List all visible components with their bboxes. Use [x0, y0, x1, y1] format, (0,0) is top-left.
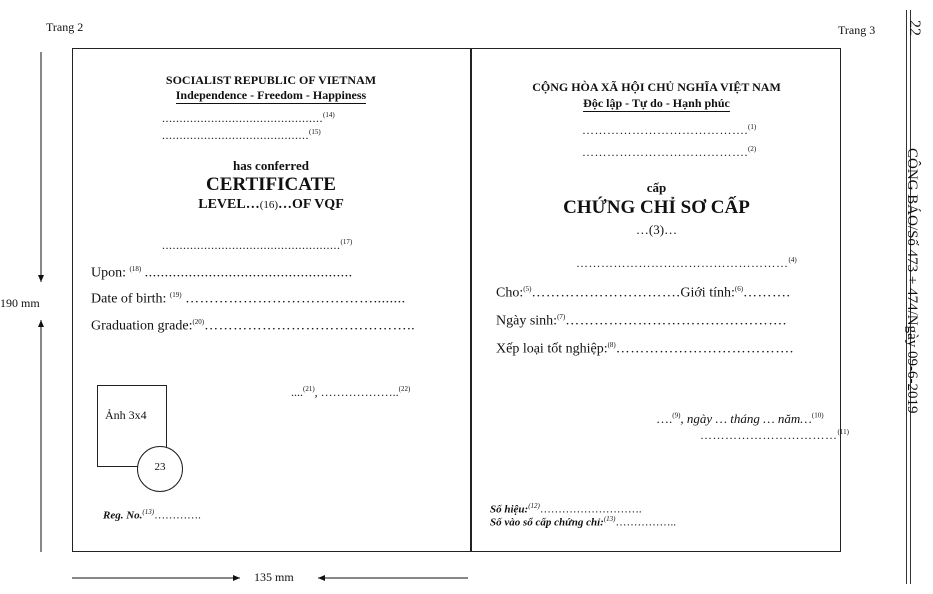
ref-10: (10) [811, 411, 824, 420]
left-line-15 [162, 128, 321, 143]
cho-label: Cho: [496, 285, 524, 301]
grade-field-en [91, 318, 415, 335]
signature-line [700, 428, 849, 443]
dob-label: Ngày sinh: [496, 313, 558, 329]
ref-15: (15) [309, 128, 321, 136]
recipient-field [496, 285, 791, 302]
ref-13: (13) [142, 508, 155, 516]
date-text: , ngày … tháng … năm… [680, 411, 812, 426]
level-prefix: LEVEL… [198, 197, 260, 212]
serial-label: Số hiệu: [490, 503, 529, 516]
dots: ................................................... [162, 238, 341, 252]
ref-9: (9) [672, 411, 681, 420]
reg-label: Reg. No. [103, 509, 143, 522]
dob-field-vi [496, 313, 787, 330]
dob-field-en [91, 291, 406, 308]
left-motto [72, 88, 470, 103]
page-label-left: Trang 2 [46, 20, 84, 34]
grade-dots: …………………………………….. [204, 318, 416, 334]
right-motto-text: Độc lập - Tự do - Hạnh phúc [583, 96, 730, 110]
grade-dots: ………………………………. [615, 341, 794, 357]
left-line-14 [162, 111, 335, 126]
grade-label: Graduation grade: [91, 318, 193, 334]
stamp-number: 23 [154, 461, 166, 473]
ref-18: (18) [129, 265, 142, 273]
ref-6: (6) [734, 285, 744, 293]
page-number-vertical: 22 [906, 20, 923, 36]
date-dots: , ……………….. [314, 385, 399, 399]
ref-20: (20) [192, 318, 205, 326]
dob-dots: ………………………………………. [565, 313, 787, 329]
left-line-17 [162, 238, 352, 253]
left-country-name: SOCIALIST REPUBLIC OF VIETNAM [165, 73, 377, 87]
right-country-name: CỘNG HÒA XÃ HỘI CHỦ NGHĨA VIỆT NAM [532, 80, 781, 94]
left-motto-text: Independence - Freedom - Happiness [175, 88, 367, 102]
dob-label: Date of birth: [91, 291, 167, 307]
ref-11: (11) [837, 428, 849, 436]
ref-21: (21) [303, 385, 315, 393]
ref-2: (2) [748, 145, 757, 153]
issue-date-vi [656, 411, 824, 427]
width-dimension-label: 135 mm [254, 570, 294, 584]
reg-dots: …………. [154, 509, 201, 522]
gazette-header-vertical: CÔNG BÁO/Số 473 + 474/Ngày 09-6-2019 [904, 148, 920, 414]
right-line-4 [576, 256, 797, 271]
dots: …………………………………. [582, 123, 748, 137]
serial-field [490, 502, 642, 516]
stamp-circle [137, 446, 183, 492]
gender-label: Giới tính: [680, 285, 735, 301]
sign-dots: …………………………… [700, 428, 838, 442]
right-line-2 [582, 145, 756, 160]
serial-dots: ………………………. [539, 503, 642, 516]
reg-no-field [103, 508, 201, 522]
place-dots: .... [291, 385, 303, 399]
upon-field [91, 265, 353, 282]
date-prefix: …. [656, 411, 673, 426]
dots: .......................................... [162, 128, 309, 142]
ref-13: (13) [603, 515, 616, 523]
register-book-field [490, 515, 676, 529]
ref-12: (12) [528, 502, 540, 510]
photo-label: Ảnh 3x4 [105, 408, 147, 422]
book-dots: …………….. [615, 516, 677, 529]
left-level [72, 197, 470, 213]
ref-22: (22) [398, 385, 411, 393]
upon-label: Upon: [91, 265, 126, 281]
right-motto [472, 96, 841, 111]
right-certificate-title: CHỨNG CHỈ SƠ CẤP [563, 197, 750, 218]
place-date-en [291, 385, 410, 400]
level-suffix: …OF VQF [278, 197, 344, 212]
page-label-right: Trang 3 [838, 23, 876, 37]
ref-17: (17) [340, 238, 353, 246]
dots: …………………………………………… [576, 256, 789, 270]
height-dimension-label: 190 mm [0, 296, 40, 310]
right-grant: cấp [646, 180, 667, 195]
left-certificate-title: CERTIFICATE [206, 174, 336, 195]
left-conferred: has conferred [233, 158, 309, 173]
right-line-1 [582, 123, 756, 138]
page-divider [470, 48, 472, 552]
dob-dots: …………………………………........ [185, 291, 406, 307]
gender-dots: ………. [743, 285, 791, 301]
dots: …………………………………. [582, 145, 748, 159]
ref-4: (4) [788, 256, 797, 264]
grade-label: Xếp loại tốt nghiệp: [496, 341, 608, 357]
ref-7: (7) [557, 313, 566, 321]
ref-16: (16) [259, 199, 279, 211]
ref-5: (5) [523, 285, 532, 293]
grade-field-vi [496, 341, 794, 358]
book-label: Số vào sổ cấp chứng chỉ: [490, 516, 604, 529]
ref-8: (8) [607, 341, 616, 349]
right-level: …(3)… [635, 222, 678, 237]
dots: .............................................. [162, 111, 323, 125]
upon-dots: .................................................... [144, 265, 353, 281]
ref-14: (14) [323, 111, 335, 119]
ref-1: (1) [748, 123, 757, 131]
cho-dots: …………………………. [531, 285, 681, 301]
ref-19: (19) [169, 291, 182, 299]
